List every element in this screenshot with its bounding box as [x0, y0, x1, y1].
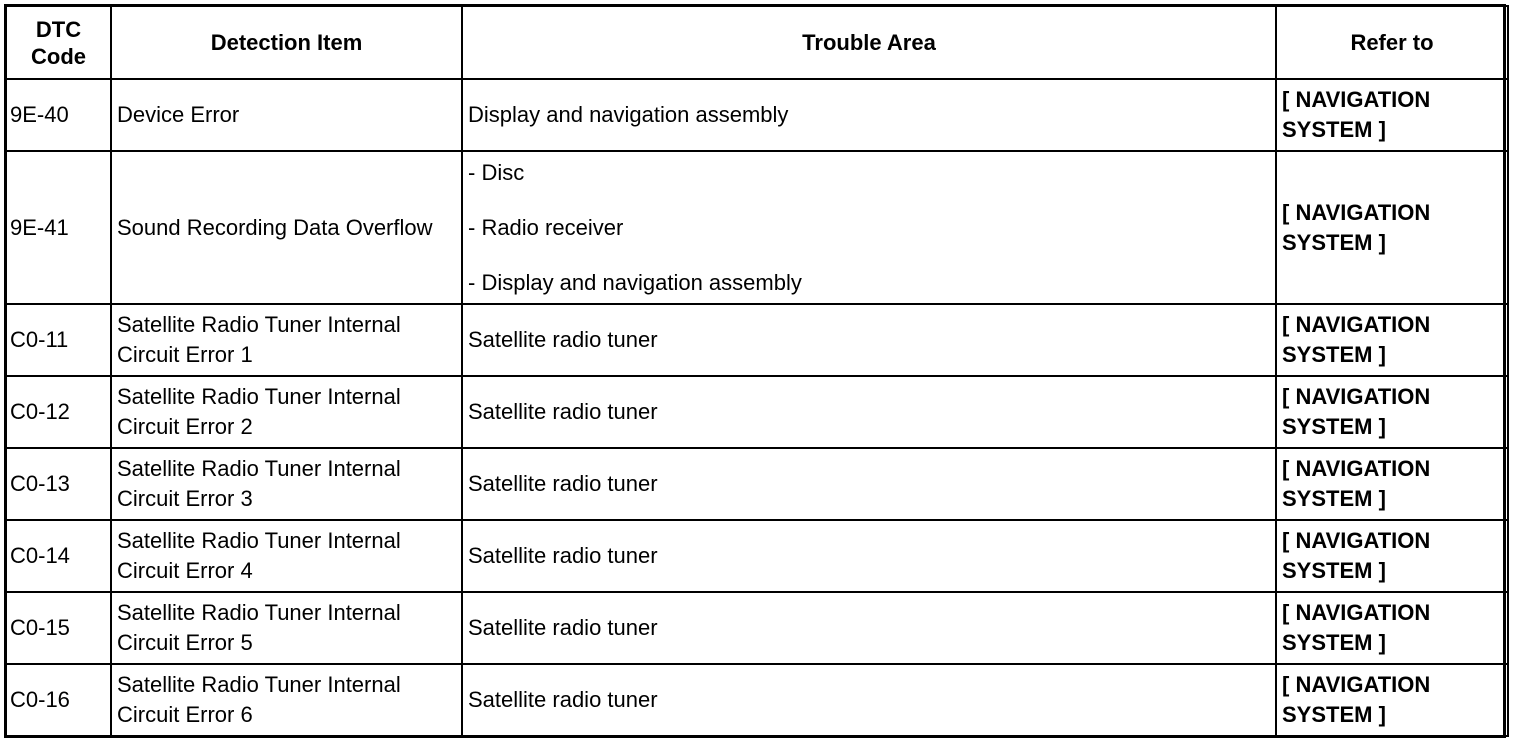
- header-dtc-code: [6, 6, 111, 79]
- table-row: [6, 151, 1508, 304]
- table-row: [6, 79, 1508, 151]
- table-row: [6, 520, 1508, 592]
- detection-item-cell: Sound Recording Data Overflow: [111, 151, 462, 304]
- table-row: [6, 376, 1508, 448]
- table-body: [6, 79, 1508, 736]
- refer-to-cell: [ NAVIGATION SYSTEM ]: [1276, 664, 1508, 736]
- trouble-area-list: [468, 158, 1270, 298]
- trouble-area-cell: [462, 151, 1276, 304]
- header-row: [6, 6, 1508, 79]
- refer-to-cell: [ NAVIGATION SYSTEM ]: [1276, 592, 1508, 664]
- refer-to-cell: [ NAVIGATION SYSTEM ]: [1276, 151, 1508, 304]
- trouble-area-cell: Satellite radio tuner: [462, 376, 1276, 448]
- trouble-area-cell: Display and navigation assembly: [462, 79, 1276, 151]
- dtc-code-cell: C0-13: [6, 448, 111, 520]
- dtc-code-cell: C0-12: [6, 376, 111, 448]
- dtc-code-cell: C0-14: [6, 520, 111, 592]
- trouble-area-cell: Satellite radio tuner: [462, 664, 1276, 736]
- header-refer-to: Refer to: [1276, 6, 1508, 79]
- detection-item-cell: Satellite Radio Tuner Internal Circuit Error 4: [111, 520, 462, 592]
- dtc-code-cell: C0-15: [6, 592, 111, 664]
- header-trouble-area: Trouble Area: [462, 6, 1276, 79]
- detection-item-cell: Satellite Radio Tuner Internal Circuit Error 3: [111, 448, 462, 520]
- table-row: [6, 304, 1508, 376]
- detection-item-cell: Satellite Radio Tuner Internal Circuit Error 1: [111, 304, 462, 376]
- detection-item-cell: Satellite Radio Tuner Internal Circuit Error 2: [111, 376, 462, 448]
- header-dtc-line2: Code: [31, 43, 86, 69]
- trouble-area-cell: Satellite radio tuner: [462, 592, 1276, 664]
- refer-to-cell: [ NAVIGATION SYSTEM ]: [1276, 376, 1508, 448]
- trouble-area-item: - Radio receiver: [468, 214, 624, 240]
- refer-to-cell: [ NAVIGATION SYSTEM ]: [1276, 520, 1508, 592]
- trouble-area-cell: Satellite radio tuner: [462, 520, 1276, 592]
- table-row: [6, 592, 1508, 664]
- trouble-area-cell: Satellite radio tuner: [462, 448, 1276, 520]
- trouble-area-cell: Satellite radio tuner: [462, 304, 1276, 376]
- header-detection-item: Detection Item: [111, 6, 462, 79]
- detection-item-cell: Satellite Radio Tuner Internal Circuit Error 6: [111, 664, 462, 736]
- detection-item-cell: Device Error: [111, 79, 462, 151]
- table-row: [6, 448, 1508, 520]
- dtc-code-cell: 9E-40: [6, 79, 111, 151]
- refer-to-cell: [ NAVIGATION SYSTEM ]: [1276, 448, 1508, 520]
- header-dtc-line1: DTC: [35, 16, 82, 42]
- table-row: [6, 664, 1508, 736]
- dtc-code-cell: C0-16: [6, 664, 111, 736]
- refer-to-cell: [ NAVIGATION SYSTEM ]: [1276, 304, 1508, 376]
- detection-item-cell: Satellite Radio Tuner Internal Circuit Error 5: [111, 592, 462, 664]
- refer-to-cell: [ NAVIGATION SYSTEM ]: [1276, 79, 1508, 151]
- trouble-area-item: - Display and navigation assembly: [468, 269, 802, 295]
- trouble-area-item: - Disc: [468, 159, 525, 185]
- dtc-code-cell: 9E-41: [6, 151, 111, 304]
- dtc-code-cell: C0-11: [6, 304, 111, 376]
- dtc-table: [5, 5, 1509, 737]
